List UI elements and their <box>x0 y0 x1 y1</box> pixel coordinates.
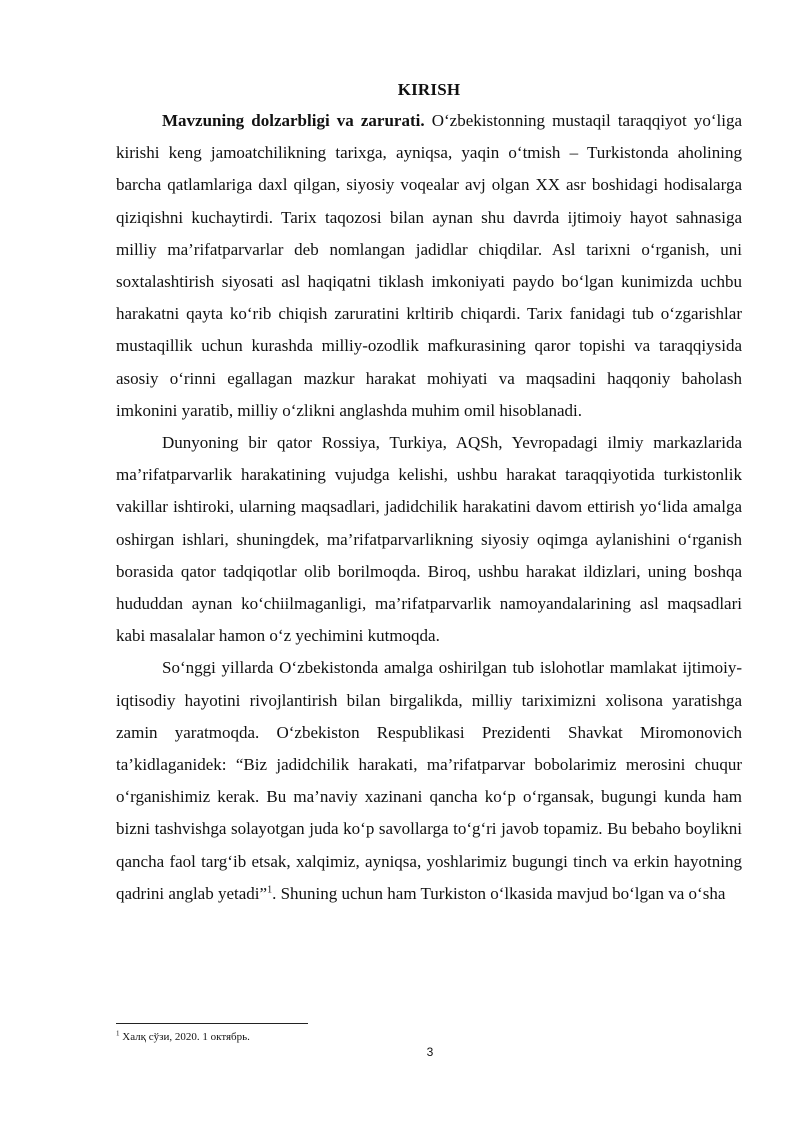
section-title: KIRISH <box>397 80 461 99</box>
paragraph-text: Dunyoning bir qator Rossiya, Turkiya, AQSh, Yevropadagi ilmiy markazlarida ma’rifatparvarlik harakatining vujudga kelishi, ushbu harakat taraqqiyotida turkistonlik vakillar ishtiroki, ularning maqsadlari, jadidchilik harakatini davom ettirish yo‘lida amalga oshirgan ishlari, shuningdek, ma’rifatparvarlikning siyosiy oqimga aylanishini o‘rganish borasida qator tadqiqotlar olib borilmoqda. Biroq, ushbu harakat ildizlari, uning boshqa hududdan aynan ko‘chiilmaganligi, ma’rifatparvarlik namoyandalarining asl maqsadlari kabi masalalar hamon o‘z yechimini kutmoqda. <box>116 433 742 646</box>
footnote <box>116 1030 250 1044</box>
paragraph-lead: Mavzuning dolzarbligi va zarurati. <box>162 111 425 130</box>
document-page <box>116 74 742 910</box>
footnote-reference[interactable]: 1 <box>267 884 273 896</box>
paragraph-1 <box>116 105 742 427</box>
footnote-separator <box>116 1023 308 1024</box>
paragraph-text: So‘nggi yillarda O‘zbekistonda amalga oshirilgan tub islohotlar mamlakat ijtimoiy-iqtisodiy hayotini rivojlantirish bilan birgalikda, milliy tariximizni xolisona yaratishga zamin yaratmoqda. O‘zbekiston Respublikasi Prezidenti Shavkat Miromonovich ta’kidlaganidek: “Biz jadidchilik harakati, ma’rifatparvar bobolarimiz merosini chuqur o‘rganishimiz kerak. Bu ma’naviy xazinani qancha ko‘p o‘rgansak, bugungi kunda ham bizni tashvishga solayotgan juda ko‘p savollarga to‘g‘ri javob topamiz. Bu bebaho boylikni qancha faol targ‘ib etsak, xalqimiz, ayniqsa, yoshlarimiz bugungi tinch va erkin hayotning qadrini anglab yetadi” <box>116 658 742 903</box>
footnote-marker: 1 <box>116 1029 120 1038</box>
paragraph-text: O‘zbekistonning mustaqil taraqqiyot yo‘liga kirishi keng jamoatchilikning tarixga, ayniqsa, yaqin o‘tmish – Turkistonda aholining barcha qatlamlariga daxl qilgan, siyosiy voqealar avj olgan XX asr boshidagi hodisalarga qiziqishni kuchaytirdi. Tarix taqozosi bilan aynan shu davrda ijtimoiy hayot sahnasiga milliy ma’rifatparvarlar deb nomlangan jadidlar chiqdilar. Asl tarixni o‘rganish, uni soxtalashtirish siyosati asl haqiqatni tiklash imkoniyati paydo bo‘lgan kunimizda uchbu harakatni qayta ko‘rib chiqish zaruratini krltirib chiqardi. Tarix fanidagi tub o‘zgarishlar mustaqillik uchun kurashda milliy-ozodlik mafkurasining qaror topishi va taraqqiysida asosiy o‘rinni egallagan mazkur harakat mohiyati va maqsadini haqqoniy baholash imkonini yaratib, milliy o‘zlikni anglashda muhim omil hisoblanadi. <box>116 111 742 420</box>
paragraph-tail: . Shuning uchun ham Turkiston o‘lkasida mavjud bo‘lgan va o‘sha <box>272 883 726 903</box>
footnote-text: Халқ сўзи, 2020. 1 октябрь. <box>119 1031 250 1043</box>
page-number: 3 <box>426 1045 434 1059</box>
paragraph-3 <box>116 652 742 910</box>
paragraph-2 <box>116 427 742 652</box>
